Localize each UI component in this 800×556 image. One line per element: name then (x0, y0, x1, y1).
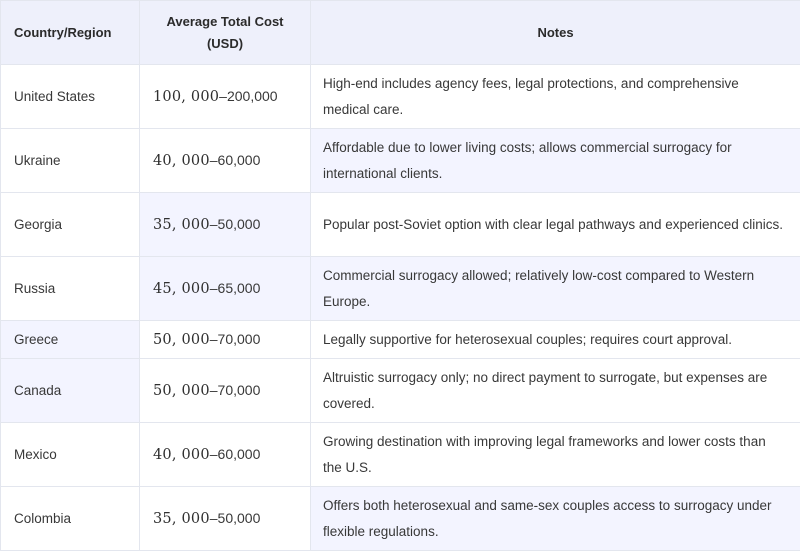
cost-high: –65,000 (209, 280, 261, 296)
header-cost: Average Total Cost (USD) (140, 1, 311, 65)
cost-high: –70,000 (209, 382, 261, 398)
table-row (1, 321, 800, 359)
cell-cost (140, 193, 311, 257)
cost-low: 35, 000 (153, 511, 210, 527)
table-header (1, 1, 800, 65)
cost-high: –200,000 (219, 88, 278, 104)
header-notes: Notes (311, 1, 800, 65)
cost-low: 40, 000 (153, 447, 210, 463)
cell-notes: Legally supportive for heterosexual couples; requires court approval. (311, 321, 800, 359)
cell-country: United States (1, 65, 140, 129)
table-row (1, 359, 800, 423)
table-row (1, 423, 800, 487)
cost-low: 50, 000 (153, 332, 210, 348)
cost-high: –60,000 (209, 446, 261, 462)
cost-high: –70,000 (209, 331, 261, 347)
cell-country: Canada (1, 359, 140, 423)
header-row (1, 1, 800, 65)
cell-notes: Affordable due to lower living costs; allows commercial surrogacy for international clients. (311, 129, 800, 193)
cell-notes: Offers both heterosexual and same-sex couples access to surrogacy under flexible regulations. (311, 487, 800, 551)
cost-low: 50, 000 (153, 383, 210, 399)
table-body (1, 65, 800, 551)
cell-country: Russia (1, 257, 140, 321)
cell-notes: Altruistic surrogacy only; no direct payment to surrogate, but expenses are covered. (311, 359, 800, 423)
cell-cost (140, 423, 311, 487)
table-row (1, 257, 800, 321)
cell-cost (140, 487, 311, 551)
cost-low: 45, 000 (153, 281, 210, 297)
cell-country: Georgia (1, 193, 140, 257)
cell-cost (140, 65, 311, 129)
cell-country: Greece (1, 321, 140, 359)
header-country: Country/Region (1, 1, 140, 65)
cost-low: 40, 000 (153, 153, 210, 169)
cell-cost (140, 359, 311, 423)
table-row (1, 193, 800, 257)
cell-cost (140, 257, 311, 321)
cost-low: 35, 000 (153, 217, 210, 233)
cell-country: Ukraine (1, 129, 140, 193)
cell-cost (140, 321, 311, 359)
cost-high: –50,000 (209, 216, 261, 232)
cost-high: –50,000 (209, 510, 261, 526)
cost-low: 100, 000 (153, 89, 220, 105)
cell-country: Colombia (1, 487, 140, 551)
cell-notes: High-end includes agency fees, legal protections, and comprehensive medical care. (311, 65, 800, 129)
cell-notes: Popular post-Soviet option with clear legal pathways and experienced clinics. (311, 193, 800, 257)
cost-high: –60,000 (209, 152, 261, 168)
table-row (1, 129, 800, 193)
cell-cost (140, 129, 311, 193)
cell-country: Mexico (1, 423, 140, 487)
table-row (1, 65, 800, 129)
cell-notes: Commercial surrogacy allowed; relatively low-cost compared to Western Europe. (311, 257, 800, 321)
table-row (1, 487, 800, 551)
cell-notes: Growing destination with improving legal frameworks and lower costs than the U.S. (311, 423, 800, 487)
